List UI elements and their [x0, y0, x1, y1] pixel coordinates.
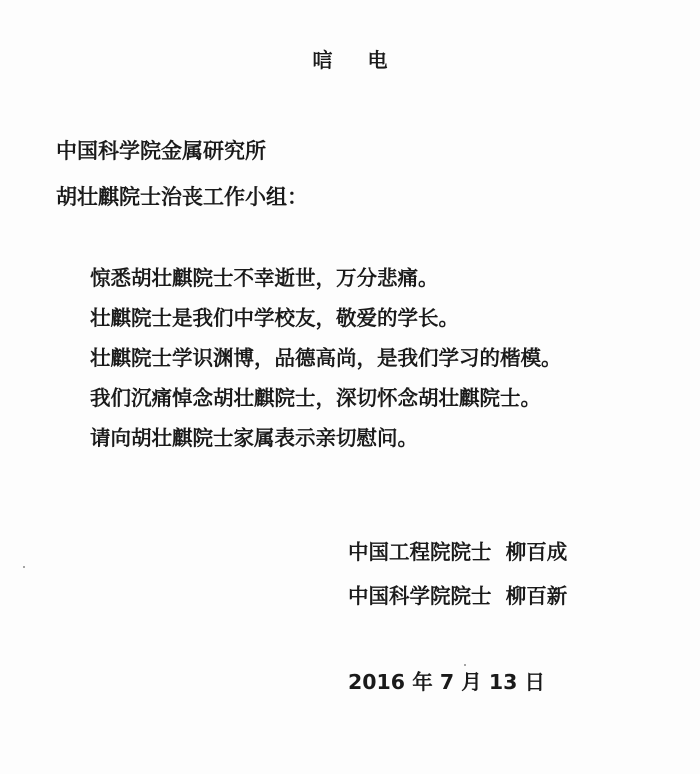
scan-speck	[23, 566, 25, 568]
signature-line: 中国科学院院士 柳百新	[348, 584, 568, 608]
body-line: 请向胡壮麒院士家属表示亲切慰问。	[90, 426, 418, 450]
letter-date: 2016 年 7 月 13 日	[348, 670, 546, 694]
body-line: 我们沉痛悼念胡壮麒院士，深切怀念胡壮麒院士。	[90, 386, 541, 410]
letter-body	[90, 258, 562, 458]
body-line: 壮麒院士是我们中学校友，敬爱的学长。	[90, 306, 459, 330]
body-line: 壮麒院士学识渊博，品德高尚，是我们学习的楷模。	[90, 346, 562, 370]
body-line: 惊悉胡壮麒院士不幸逝世，万分悲痛。	[90, 266, 439, 290]
letter-title: 唁 电	[312, 48, 402, 72]
recipient-line: 中国科学院金属研究所	[56, 139, 266, 163]
signature-line: 中国工程院院士 柳百成	[348, 540, 568, 564]
signature-block	[348, 530, 567, 618]
recipient-line: 胡壮麒院士治丧工作小组：	[56, 185, 308, 209]
scan-speck	[464, 664, 466, 666]
recipient-block	[56, 128, 308, 220]
